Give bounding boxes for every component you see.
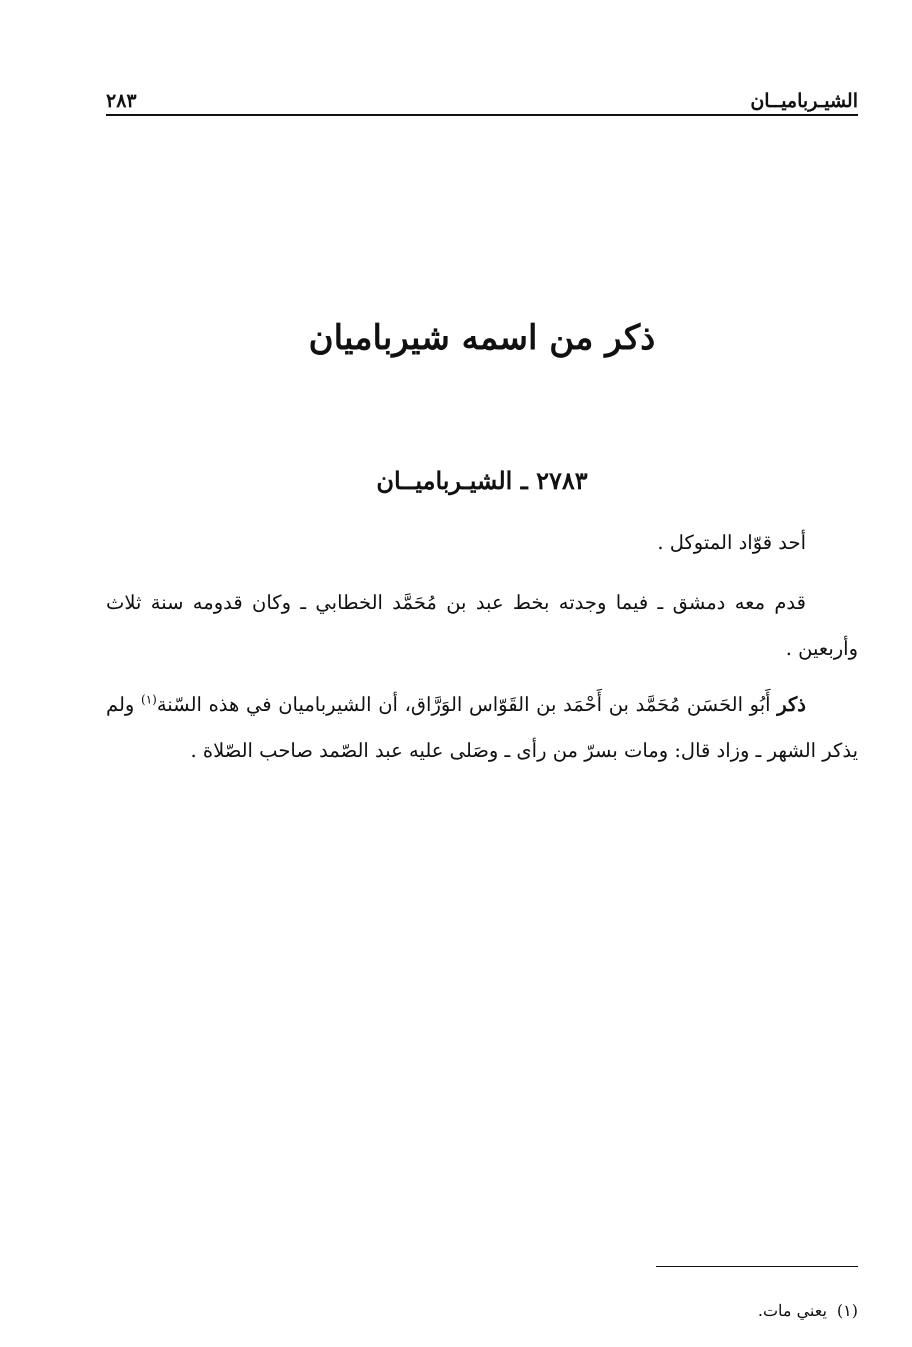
paragraph-2: قدم معه دمشق ـ فيما وجدته بخط عبد بن مُحَمَّد الخطابي ـ وكان قدومه سنة ثلاث وأربعين . bbox=[106, 591, 858, 660]
page-number: ٢٨٣ bbox=[106, 90, 137, 112]
running-header bbox=[106, 80, 858, 112]
paragraph-3-text-a: أَبُو الحَسَن مُحَمَّد بن أَحْمَد بن القَوّاس الوَرَّاق، أن الشيرباميان في هذه السّنة bbox=[156, 693, 778, 716]
paragraph-3 bbox=[106, 682, 858, 774]
footnote-reference[interactable]: (١) bbox=[141, 692, 157, 707]
paragraph-1: أحد قوّاد المتوكل . bbox=[657, 531, 806, 554]
entry-heading: ٢٧٨٣ ـ الشيـرباميــان bbox=[376, 466, 588, 495]
header-rule bbox=[106, 114, 858, 116]
paragraph-3-text-b: ولم يذكر الشهر ـ وزاد قال: ومات بسرّ من رأى ـ وصَلى عليه عبد الصّمد صاحب الصّلاة . bbox=[106, 693, 858, 762]
footnote-rule bbox=[656, 1266, 858, 1267]
paragraph-3-lead-word: ذكر bbox=[777, 693, 806, 716]
section-title: ذكر من اسمه شيرباميان bbox=[308, 318, 656, 358]
footnote bbox=[106, 1296, 858, 1326]
footnote-number: (١) bbox=[836, 1301, 858, 1320]
entry-body bbox=[106, 520, 858, 784]
footnote-text: يعني مات. bbox=[757, 1301, 827, 1320]
running-head-title: الشيـرباميــان bbox=[750, 90, 858, 112]
